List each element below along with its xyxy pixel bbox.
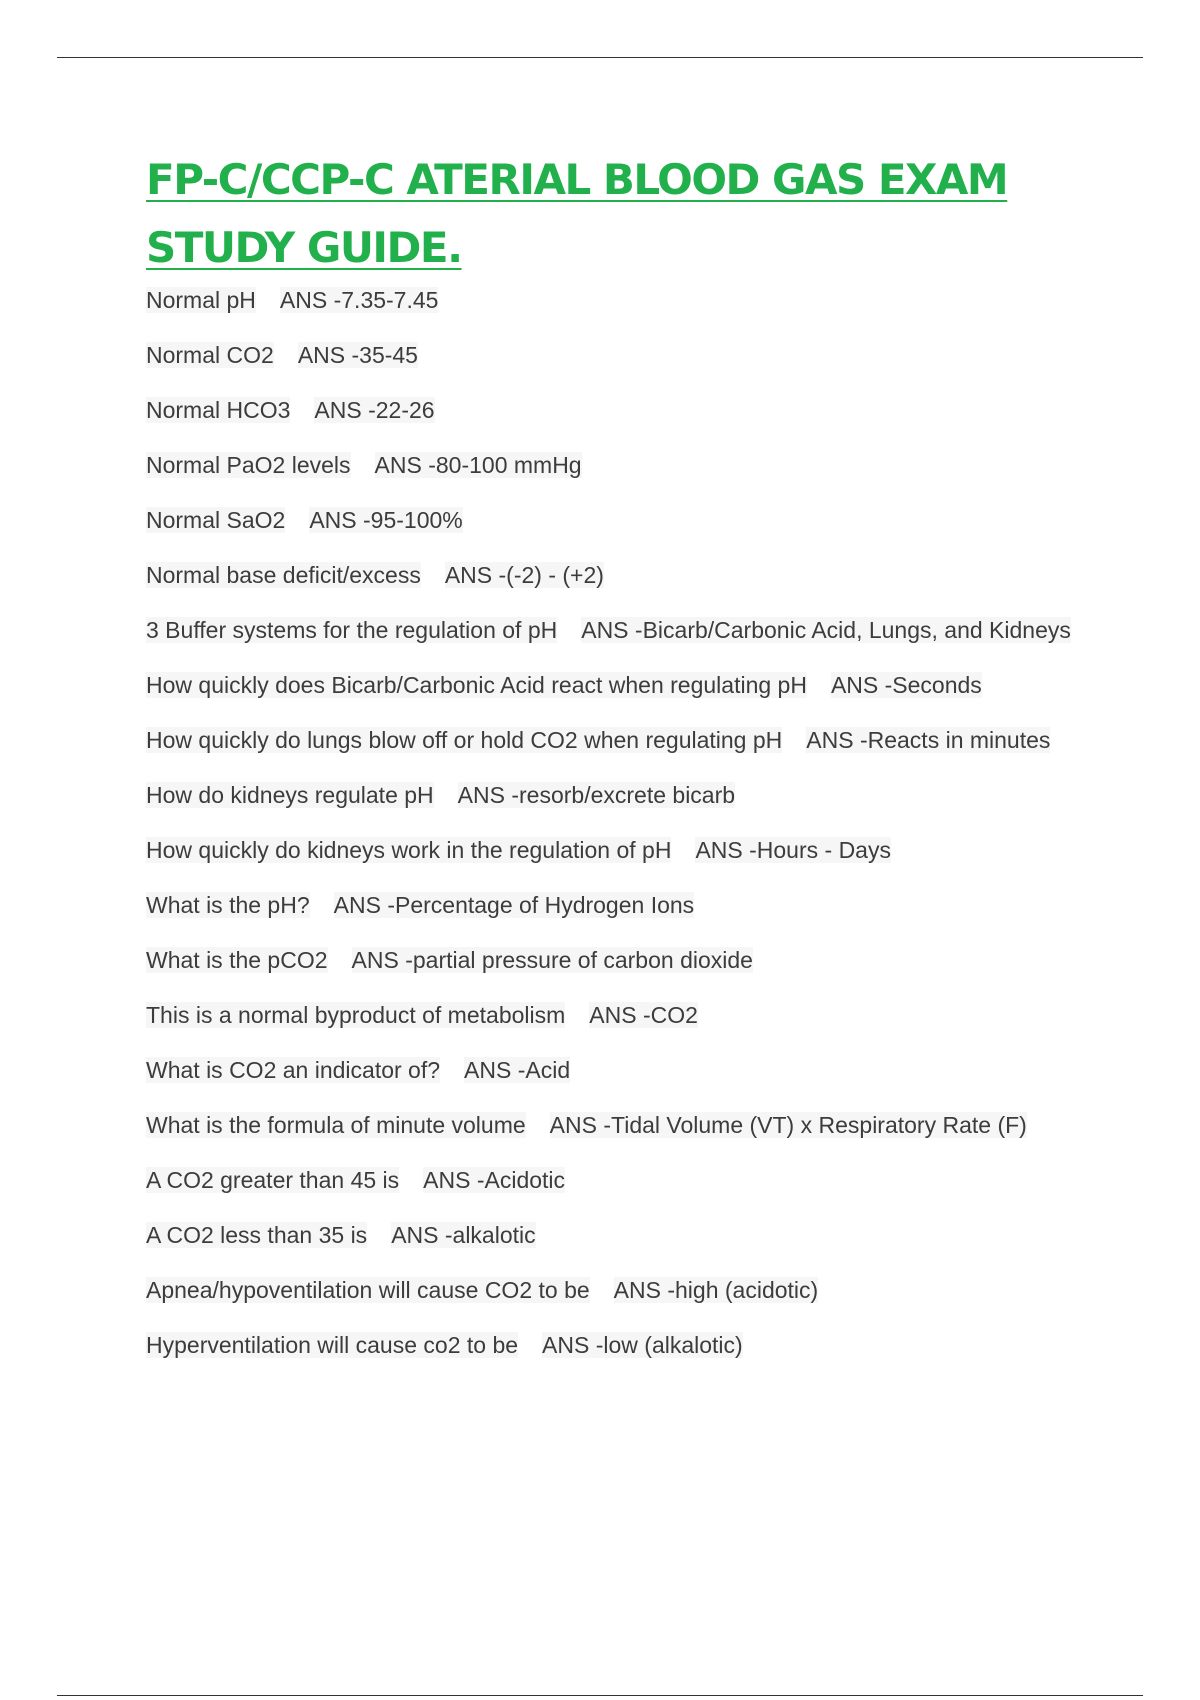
- qa-item: [146, 1221, 1106, 1249]
- question-text: This is a normal byproduct of metabolism: [146, 1002, 566, 1028]
- qa-item: [146, 396, 1106, 424]
- question-text: How quickly do lungs blow off or hold CO2 when regulating pH: [146, 727, 783, 753]
- qa-item: [146, 1001, 1106, 1029]
- answer-text: ANS -Hours - Days: [695, 837, 891, 863]
- answer-text: ANS -Tidal Volume (VT) x Respiratory Rate (F): [549, 1112, 1027, 1138]
- answer-text: ANS -80-100 mmHg: [374, 452, 582, 478]
- question-text: How quickly do kidneys work in the regulation of pH: [146, 837, 672, 863]
- qa-item: [146, 1166, 1106, 1194]
- question-text: Normal CO2: [146, 342, 274, 368]
- answer-text: ANS -partial pressure of carbon dioxide: [351, 947, 753, 973]
- question-text: Apnea/hypoventilation will cause CO2 to be: [146, 1277, 590, 1303]
- qa-item: [146, 506, 1106, 534]
- question-text: Normal PaO2 levels: [146, 452, 351, 478]
- question-text: Normal base deficit/excess: [146, 562, 421, 588]
- answer-text: ANS -Acid: [464, 1057, 571, 1083]
- question-text: Normal HCO3: [146, 397, 291, 423]
- question-text: What is the pH?: [146, 892, 310, 918]
- question-text: 3 Buffer systems for the regulation of pH: [146, 617, 558, 643]
- qa-item: [146, 1331, 1106, 1359]
- document-title: [146, 146, 1106, 282]
- bottom-rule: [57, 1695, 1143, 1696]
- question-text: A CO2 greater than 45 is: [146, 1167, 400, 1193]
- answer-text: ANS -CO2: [589, 1002, 698, 1028]
- qa-item: [146, 891, 1106, 919]
- qa-item: [146, 451, 1106, 479]
- question-text: Normal pH: [146, 287, 256, 313]
- qa-item: [146, 561, 1106, 589]
- qa-item: [146, 946, 1106, 974]
- question-text: Hyperventilation will cause co2 to be: [146, 1332, 519, 1358]
- answer-text: ANS -Acidotic: [423, 1167, 566, 1193]
- qa-item: [146, 1111, 1106, 1139]
- answer-text: ANS -Reacts in minutes: [806, 727, 1051, 753]
- answer-text: ANS -high (acidotic): [613, 1277, 819, 1303]
- answer-text: ANS -alkalotic: [391, 1222, 536, 1248]
- qa-item: [146, 286, 1106, 314]
- qa-item: [146, 671, 1106, 699]
- question-text: What is the formula of minute volume: [146, 1112, 526, 1138]
- qa-list: [146, 286, 1106, 1359]
- question-text: What is the pCO2: [146, 947, 328, 973]
- question-text: What is CO2 an indicator of?: [146, 1057, 441, 1083]
- qa-item: [146, 781, 1106, 809]
- question-text: A CO2 less than 35 is: [146, 1222, 368, 1248]
- answer-text: ANS -(-2) - (+2): [444, 562, 604, 588]
- top-rule: [57, 57, 1143, 58]
- qa-item: [146, 836, 1106, 864]
- answer-text: ANS -35-45: [297, 342, 418, 368]
- answer-text: ANS -22-26: [314, 397, 435, 423]
- qa-item: [146, 726, 1106, 754]
- question-text: How do kidneys regulate pH: [146, 782, 434, 808]
- question-text: How quickly does Bicarb/Carbonic Acid react when regulating pH: [146, 672, 807, 698]
- answer-text: ANS -Seconds: [830, 672, 982, 698]
- qa-item: [146, 341, 1106, 369]
- qa-item: [146, 616, 1106, 644]
- document-body: [146, 146, 1106, 1386]
- answer-text: ANS -7.35-7.45: [279, 287, 439, 313]
- title-line-2: STUDY GUIDE.: [146, 223, 462, 272]
- answer-text: ANS -95-100%: [309, 507, 463, 533]
- title-line-1: FP-C/CCP-C ATERIAL BLOOD GAS EXAM: [146, 155, 1008, 204]
- answer-text: ANS -low (alkalotic): [542, 1332, 743, 1358]
- answer-text: ANS -Percentage of Hydrogen Ions: [333, 892, 695, 918]
- qa-item: [146, 1056, 1106, 1084]
- answer-text: ANS -Bicarb/Carbonic Acid, Lungs, and Kidneys: [581, 617, 1071, 643]
- qa-item: [146, 1276, 1106, 1304]
- answer-text: ANS -resorb/excrete bicarb: [457, 782, 736, 808]
- question-text: Normal SaO2: [146, 507, 286, 533]
